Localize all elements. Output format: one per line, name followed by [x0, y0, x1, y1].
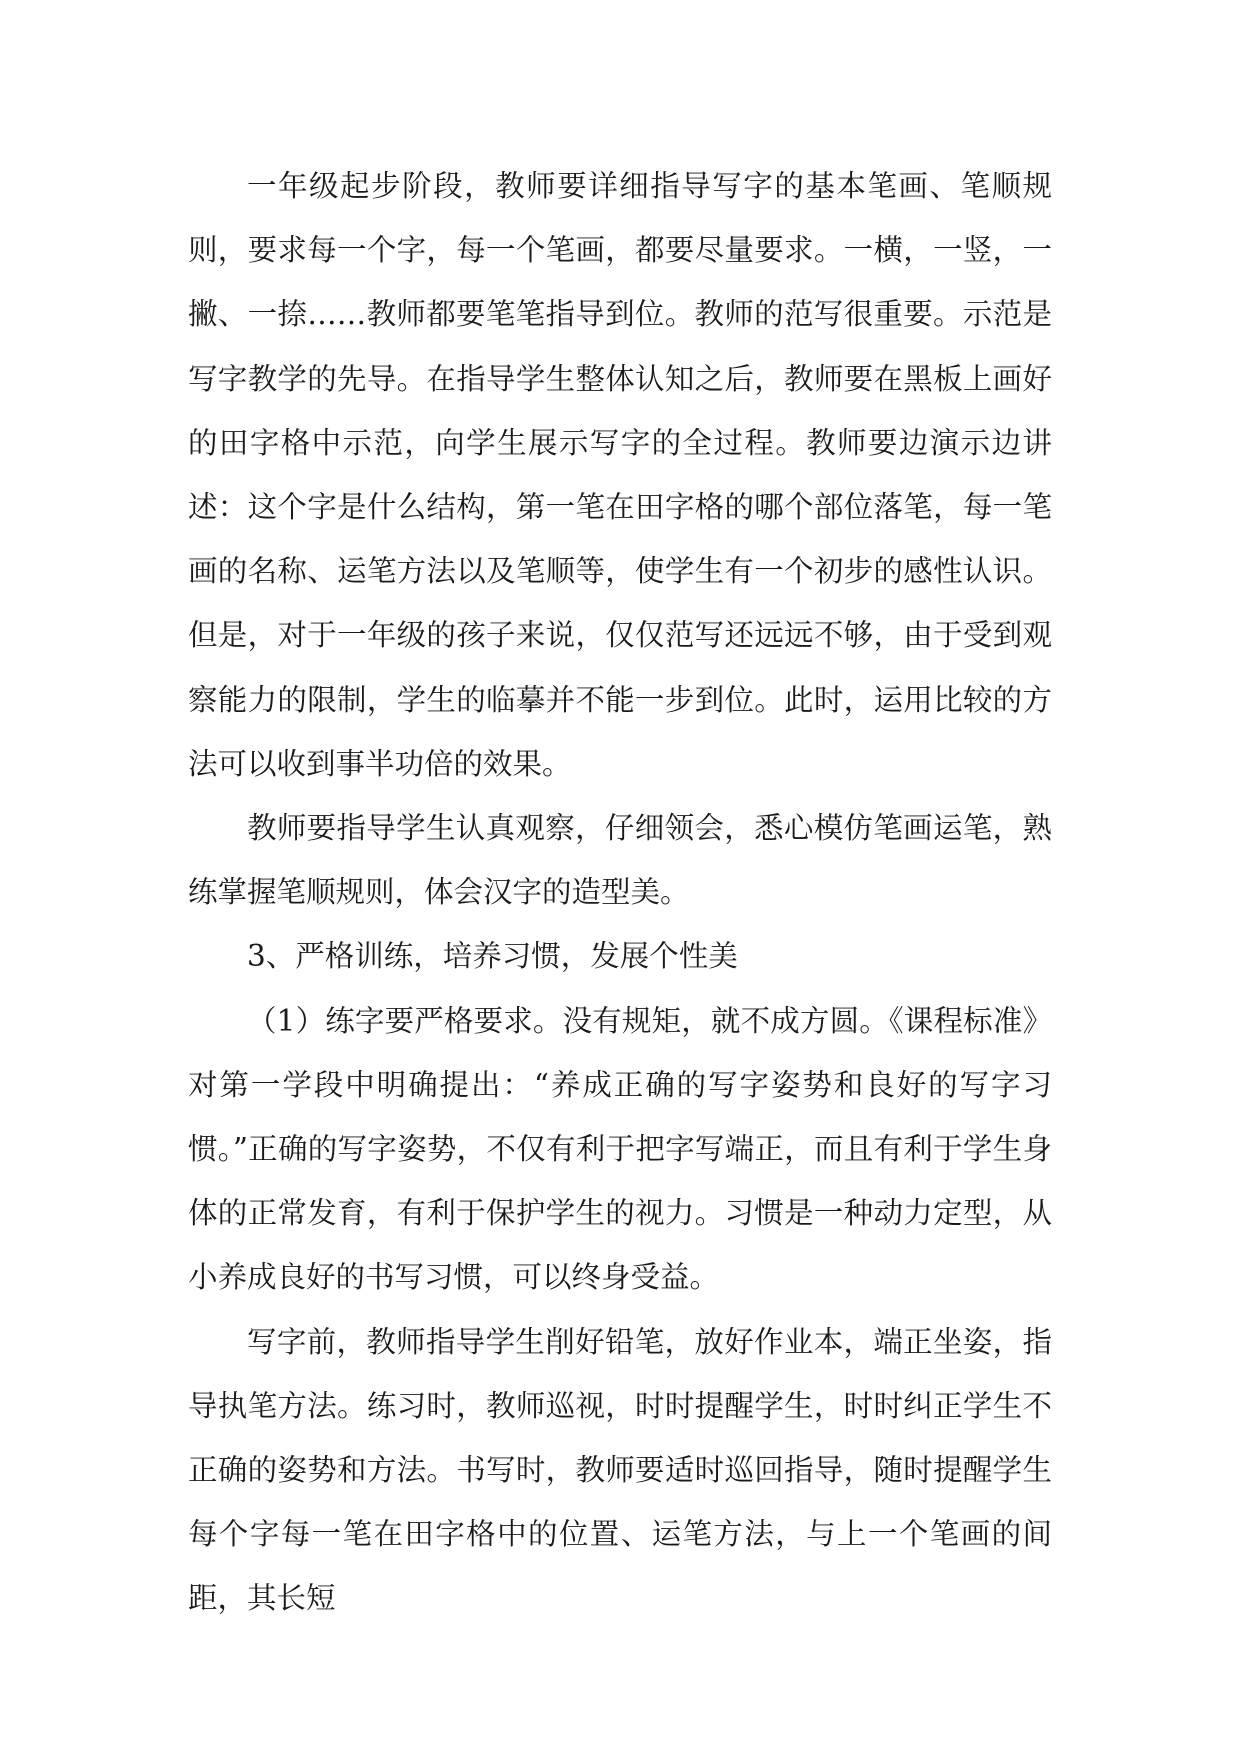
paragraph-before-writing: 写字前，教师指导学生削好铅笔，放好作业本，端正坐姿，指导执笔方法。练习时，教师巡视，时时提醒学生，时时纠正学生不正确的姿势和方法。书写时，教师要适时巡回指导，随时提醒学生每个字每一笔在田字格中的位置、运笔方法，与上一个笔画的间距，其长短	[188, 1324, 1052, 1616]
paragraph-strict-requirements: （1）练字要严格要求。没有规矩，就不成方圆。《课程标准》对第一学段中明确提出：“养成正确的写字姿势和良好的写字习惯。”正确的写字姿势，不仅有利于把字写端正，而且有利于学生身体的正常发育，有利于保护学生的视力。习惯是一种动力定型，从小养成良好的书写习惯，可以终身受益。	[188, 1003, 1052, 1295]
section-heading-strict-training: 3、严格训练，培养习惯，发展个性美	[247, 939, 738, 974]
paragraph-stroke-instruction: 一年级起步阶段，教师要详细指导写字的基本笔画、笔顺规则，要求每一个字，每一个笔画，都要尽量要求。一横，一竖，一撇、一捺……教师都要笔笔指导到位。教师的范写很重要。示范是写字教学的先导。在指导学生整体认知之后，教师要在黑板上画好的田字格中示范，向学生展示写字的全过程。教师要边演示边讲述：这个字是什么结构，第一笔在田字格的哪个部位落笔，每一笔画的名称、运笔方法以及笔顺等，使学生有一个初步的感性认识。但是，对于一年级的孩子来说，仅仅范写还远远不够，由于受到观察能力的限制，学生的临摹并不能一步到位。此时，运用比较的方法可以收到事半功倍的效果。	[188, 169, 1052, 781]
paragraph-observation: 教师要指导学生认真观察，仔细领会，悉心模仿笔画运笔，熟练掌握笔顺规则，体会汉字的造型美。	[188, 811, 1052, 910]
document-body	[188, 154, 1052, 1631]
